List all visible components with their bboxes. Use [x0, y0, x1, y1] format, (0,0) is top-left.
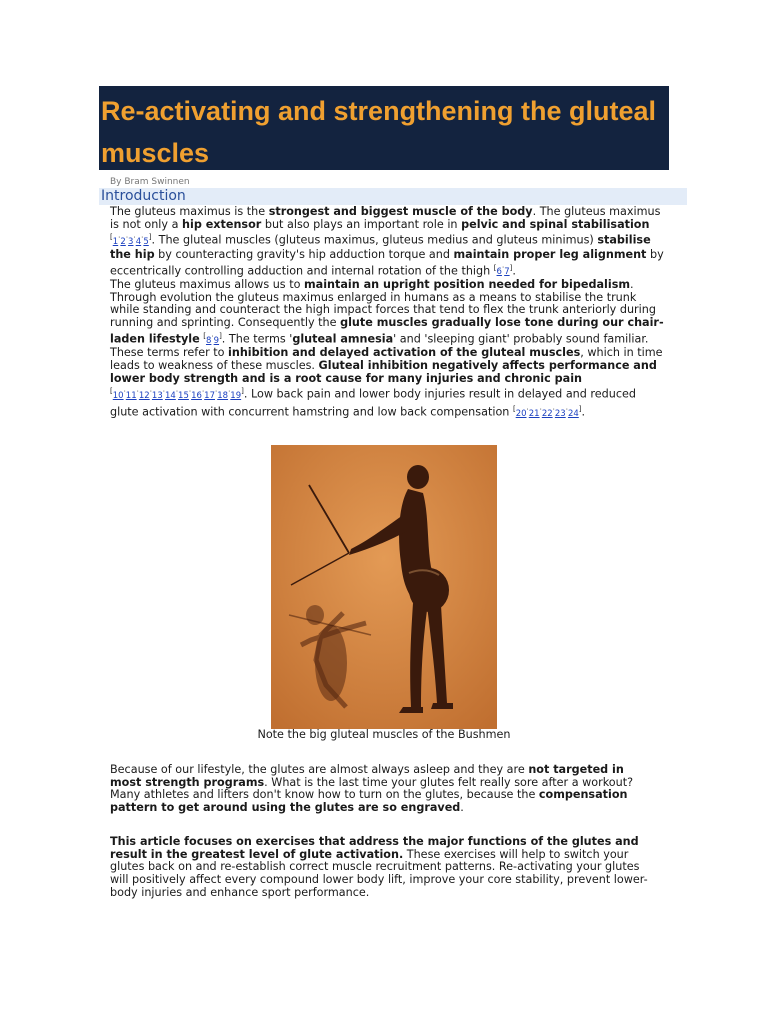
reference-links	[113, 234, 149, 247]
reference-link[interactable]: 15	[178, 391, 189, 402]
title-banner	[99, 86, 669, 170]
text-run: . The gluteal muscles (gluteus maximus, gluteus medius and gluteus minimus)	[151, 234, 598, 248]
reference-link[interactable]: 24	[567, 408, 579, 419]
ref-bracket-close: ]	[509, 263, 513, 272]
text-run: ' and 'sleeping giant' probably sound familiar. These terms refer to	[110, 332, 649, 360]
ref-bracket-open: [	[110, 387, 113, 396]
reference-links	[113, 388, 241, 401]
byline: By Bram Swinnen	[110, 177, 190, 187]
reference-link[interactable]: 1	[112, 237, 119, 248]
ref-separator: ·	[552, 404, 555, 413]
reference-link[interactable]: 19	[230, 391, 242, 402]
body-paragraph-lifestyle	[110, 764, 658, 815]
text-run: Because of our lifestyle, the glutes are almost always asleep and they are	[110, 763, 529, 776]
reference-links	[206, 333, 219, 346]
bold-run: compensation pattern to get around using the glutes are so engraved	[110, 788, 628, 815]
reference-link[interactable]: 5	[143, 237, 149, 248]
text-run: . What is the last time your glutes felt really sore after a workout? Many athletes and lifters don't know how to turn on the glutes, because the	[110, 775, 634, 802]
ref-separator: ·	[125, 233, 129, 242]
ref-separator: ·	[526, 404, 529, 413]
ref-separator: ·	[149, 387, 152, 396]
ref-separator: ·	[133, 233, 136, 242]
reference-link[interactable]: 4	[135, 237, 142, 248]
ref-bracket-close: ]	[578, 404, 582, 413]
reference-link[interactable]: 2	[120, 237, 126, 248]
text-run: . Through evolution the gluteus maximus enlarged in humans as a means to stabilise the trunk while standing and counteract the high impact forces that tend to flex the trunk anteriorly during running and sprinting. Consequently the	[110, 277, 656, 330]
figure-foot-front	[399, 707, 423, 713]
bold-run: maintain proper leg alignment	[453, 247, 647, 261]
section-heading-introduction: Introduction	[99, 188, 687, 205]
reference-link[interactable]: 8	[205, 335, 212, 346]
bold-run: inhibition and delayed activation of the gluteal muscles	[228, 346, 581, 360]
reference-link[interactable]: 17	[204, 391, 215, 402]
ref-bracket-open: [	[203, 331, 206, 340]
reference-link[interactable]: 18	[217, 391, 229, 402]
ref-bracket-open: [	[512, 404, 516, 413]
figure-head	[407, 465, 429, 489]
bold-run: hip extensor	[182, 217, 262, 231]
reference-link[interactable]: 3	[128, 237, 134, 248]
reference-link[interactable]: 21	[528, 408, 540, 419]
ref-separator: ·	[118, 233, 121, 242]
bold-run: pelvic and spinal stabilisation	[461, 217, 650, 231]
reference-link[interactable]: 12	[138, 391, 150, 402]
body-paragraph-article-focus	[110, 836, 658, 900]
text-run: but also plays an important role in	[261, 217, 462, 231]
article-title: Re-activating and strengthening the gluteal muscles	[101, 96, 657, 168]
ref-separator: ·	[123, 387, 126, 396]
intro-paragraph-1	[110, 206, 665, 279]
reference-link[interactable]: 14	[164, 391, 176, 402]
text-run: . Low back pain and lower body injuries result in delayed and reduced glute activation with concurrent hamstring and low back compensation	[110, 388, 636, 419]
reference-link[interactable]: 13	[151, 391, 163, 402]
reference-link[interactable]: 22	[541, 408, 553, 419]
bold-run: glute muscles gradually lose tone during our chair-laden lifestyle	[110, 316, 664, 346]
ref-separator: ·	[136, 387, 139, 396]
ref-bracket-close: ]	[241, 387, 244, 396]
bushman-photo-illustration	[271, 445, 497, 729]
bold-run: This article focuses on exercises that address the major functions of the glutes and result in the greatest level of glute activation.	[110, 835, 639, 861]
text-run: by counteracting gravity's hip adduction torque and	[154, 247, 454, 261]
ref-separator: ·	[539, 404, 542, 413]
bold-run: Gluteal inhibition negatively affects performance and lower body strength and is a root cause for many injuries and chronic pain	[110, 358, 657, 385]
intro-paragraph-2	[110, 279, 665, 420]
ref-separator: ·	[201, 387, 205, 396]
ref-separator: ·	[501, 263, 505, 272]
ref-bracket-close: ]	[219, 331, 222, 340]
bold-run: strongest and biggest muscle of the body	[268, 205, 533, 218]
ref-separator: ·	[175, 387, 179, 396]
text-run: by eccentrically controlling adduction and internal rotation of the thigh	[110, 247, 664, 278]
bold-run: maintain an upright position needed for bipedalism	[303, 277, 631, 291]
figure-caption: Note the big gluteal muscles of the Bushmen	[257, 728, 511, 741]
text-run: .	[512, 264, 516, 278]
bushman-photo	[271, 445, 497, 729]
reference-link[interactable]: 6	[496, 267, 502, 278]
reference-link[interactable]: 23	[554, 408, 566, 419]
ref-separator: ·	[228, 387, 231, 396]
reference-link[interactable]: 11	[125, 391, 137, 402]
reference-link[interactable]: 7	[504, 267, 510, 278]
ref-separator: ·	[211, 331, 214, 340]
ref-separator: ·	[162, 387, 165, 396]
reference-link[interactable]: 9	[213, 335, 220, 346]
bold-run: stabilise the hip	[110, 234, 651, 261]
reference-link[interactable]: 16	[191, 391, 202, 402]
shadow-body	[315, 625, 347, 701]
bold-run: not targeted in most strength programs	[110, 763, 624, 789]
text-run: .	[581, 405, 586, 419]
figure-foot-back	[431, 703, 453, 709]
ref-bracket-open: [	[493, 263, 497, 272]
reference-link[interactable]: 10	[112, 391, 124, 402]
introduction-body	[110, 206, 665, 420]
text-run: The gluteus maximus allows us to	[110, 277, 304, 291]
ref-separator: ·	[565, 404, 568, 413]
ref-bracket-open: [	[110, 233, 113, 242]
text-run: , which in time leads to weakness of these muscles.	[110, 346, 663, 372]
sand-background	[271, 445, 497, 729]
text-run: These exercises will help to switch your glutes back on and re-establish correct muscle recruitment patterns. Re-activating your glutes will positively affect every compound lower body lift, improve your core stability, prevent lower-body injuries and enhance sport performance.	[110, 847, 648, 899]
text-run: . The terms '	[221, 332, 293, 346]
ref-separator: ·	[141, 233, 144, 242]
ref-separator: ·	[188, 387, 192, 396]
ref-separator: ·	[215, 387, 218, 396]
bold-run: gluteal amnesia	[292, 332, 394, 346]
text-run: The gluteus maximus is the	[110, 205, 269, 218]
text-run: . The gluteus maximus is not only a	[110, 205, 661, 231]
reference-links	[516, 406, 579, 419]
reference-link[interactable]: 20	[515, 408, 527, 419]
text-run: .	[460, 801, 464, 815]
reference-links	[497, 264, 510, 277]
ref-bracket-close: ]	[148, 233, 152, 242]
